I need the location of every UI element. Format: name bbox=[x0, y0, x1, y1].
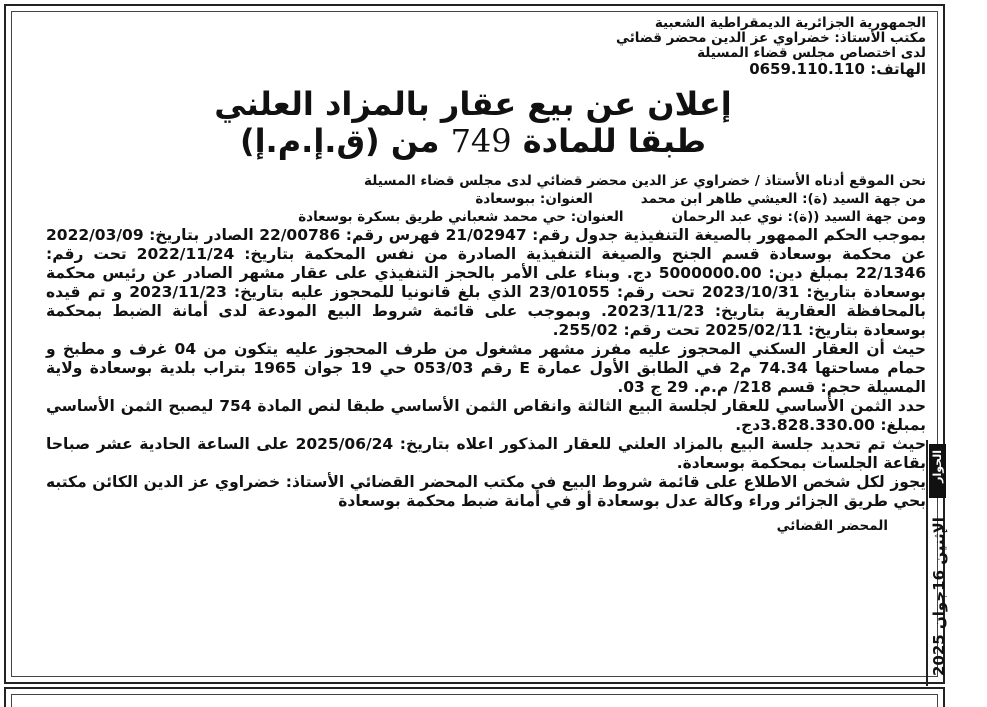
subtitle-post: من (ق.إ.م.إ) bbox=[239, 122, 451, 160]
intro-line: نحن الموقع أدناه الأستاذ / خضراوي عز الدين محضر قضائي لدى مجلس قضاء المسيلة bbox=[364, 173, 926, 189]
next-announcement-frame bbox=[4, 687, 945, 707]
defendant-name: ومن جهة السيد ((ة): نوي عبد الرحمان bbox=[671, 209, 926, 225]
publication-date: الإثنين 16جوان 2025 bbox=[930, 517, 948, 676]
plaintiff-name: من جهة السيد (ة): العيشي طاهر ابن محمد bbox=[640, 191, 926, 207]
phone-line: الهاتف: 0659.110.110 bbox=[749, 60, 926, 78]
announcement-frame bbox=[4, 4, 948, 684]
defendant-line bbox=[46, 208, 926, 226]
newspaper-logo bbox=[929, 444, 946, 498]
next-announcement-inner-border bbox=[11, 694, 938, 707]
jurisdiction-line: لدى اختصاص مجلس قضاء المسيلة bbox=[697, 45, 926, 61]
session-paragraph: حيث تم تحديد جلسة البيع بالمزاد العلني للعقار المذكور اعلاه بتاريخ: 2025/06/24 على الساعة الحادية عشر صباحا بقاعة الجلسات بمحكمة بوسعادة. bbox=[46, 435, 926, 472]
republic-header: الجمهورية الجزائرية الديمقراطية الشعبية bbox=[654, 15, 926, 31]
announcement-title: إعلان عن بيع عقار بالمزاد العلني bbox=[214, 85, 732, 123]
announcement-content bbox=[20, 16, 926, 535]
plaintiff-line bbox=[46, 190, 926, 208]
subtitle-pre: طبقا للمادة bbox=[511, 122, 707, 160]
plaintiff-address: العنوان: ببوسعادة bbox=[475, 191, 593, 207]
inspection-paragraph: يجوز لكل شخص الاطلاع على قائمة شروط البيع في مكتب المحضر القضائي الأستاذ: خضراوي عز الدين الكائن مكتبه بحي طريق الجزائر وراء وكالة عدل بوسعادة أو في أمانة ضبط محكمة بوسعادة bbox=[46, 473, 926, 510]
judgment-paragraph: بموجب الحكم الممهور بالصيغة التنفيذية جدول رقم: 21/02947 فهرس رقم: 22/00786 الصادر بتاريخ: 2022/03/09 عن محكمة بوسعادة قسم الجنح والصيغة التنفيذية الصادرة من نفس المحكمة بتاريخ: 2022/11/24 تحت رقم: 22/1346 بمبلغ دين: 5000000.00 دج. وبناء على الأمر بالحجز التنفيذي على عقار مشهر الصادر عن رئيس محكمة بوسعادة بتاريخ: 2023/10/31 تحت رقم: 23/01055 الذي بلغ قانونيا للمحجوز عليه بتاريخ: 2023/11/23 و تم قيده بالمحافظة العقارية بتاريخ: 2023/11/23. وبموجب على قائمة شروط البيع المودعة لدى أمانة الضبط بمحكمة بوسعادة بتاريخ: 2025/02/11 تحت رقم: 255/02. bbox=[46, 226, 927, 339]
newspaper-logo-text: الحوار bbox=[931, 450, 944, 483]
article-number: 749 bbox=[450, 122, 512, 160]
office-line: مكتب الأستاذ: خضراوي عز الدين محضر قضائي bbox=[616, 30, 926, 46]
defendant-address: العنوان: حي محمد شعباني طريق بسكرة بوسعادة bbox=[298, 209, 624, 225]
announcement-body bbox=[46, 172, 926, 535]
newspaper-sidebar bbox=[926, 440, 948, 686]
signature: المحضر القضائي bbox=[776, 518, 888, 534]
property-paragraph: حيث أن العقار السكني المحجوز عليه مفرز مشهر مشغول من طرف المحجوز عليه يتكون من 04 غرف و مطبخ و حمام مساحتها 74.34 م2 في الطابق الأول عمارة E رقم 053/03 حي 19 جوان 1965 بتراب بلدية بوسعادة ولاية المسيلة حجم: قسم 218/ م.م. 29 ج 03. bbox=[46, 340, 926, 396]
price-paragraph: حدد الثمن الأساسي للعقار لجلسة البيع الثالثة وانقاص الثمن الأساسي طبقا لنص المادة 754 ليصبح الثمن الأساسي بمبلغ: 3.828.330.00دج. bbox=[46, 397, 926, 434]
announcement-subtitle bbox=[20, 123, 926, 160]
